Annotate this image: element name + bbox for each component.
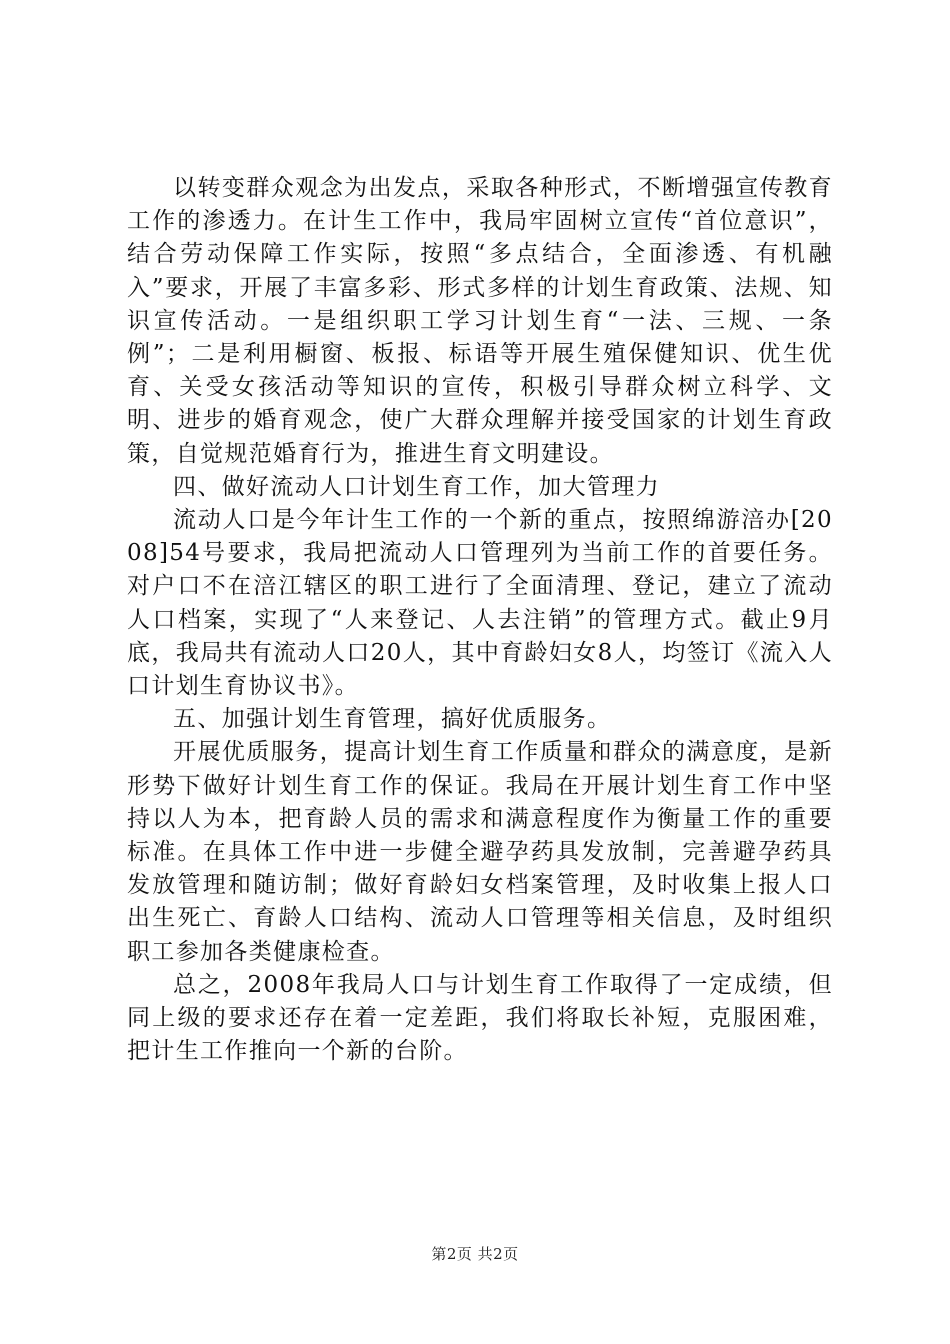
paragraph-floating-population: 流动人口是今年计生工作的一个新的重点，按照绵游涪办[2008]54号要求，我局把流动人口管理列为当前工作的首要任务。对户口不在涪江辖区的职工进行了全面清理、登记，建立了流动人口档案，实现了“人来登记、人去注销”的管理方式。截止9月底，我局共有流动人口20人，其中育龄妇女8人，均签订《流入人口计划生育协议书》。 bbox=[127, 507, 833, 700]
section-heading-4: 四、做好流动人口计划生育工作，加大管理力 bbox=[173, 473, 660, 500]
page-number-footer: 第2页 共2页 bbox=[431, 1245, 519, 1263]
paragraph-quality-service: 开展优质服务，提高计划生育工作质量和群众的满意度，是新形势下做好计划生育工作的保证。我局在开展计划生育工作中坚持以人为本，把育龄人员的需求和满意程度作为衡量工作的重要标准。在具体工作中进一步健全避孕药具发放制，完善避孕药具发放管理和随访制；做好育龄妇女档案管理，及时收集上报人口出生死亡、育龄人口结构、流动人口管理等相关信息，及时组织职工参加各类健康检查。 bbox=[127, 739, 833, 965]
paragraph-propaganda: 以转变群众观念为出发点，采取各种形式，不断增强宣传教育工作的渗透力。在计生工作中，我局牢固树立宣传“首位意识”，结合劳动保障工作实际，按照“多点结合，全面渗透、有机融入”要求，开展了丰富多彩、形式多样的计划生育政策、法规、知识宣传活动。一是组织职工学习计划生育“一法、三规、一条例”；二是利用橱窗、板报、标语等开展生殖保健知识、优生优育、关受女孩活动等知识的宣传，积极引导群众树立科学、文明、进步的婚育观念，使广大群众理解并接受国家的计划生育政策，自觉规范婚育行为，推进生育文明建设。 bbox=[127, 175, 833, 467]
paragraph-conclusion: 总之，2008年我局人口与计划生育工作取得了一定成绩，但同上级的要求还存在着一定差距，我们将取长补短，克服困难，把计生工作推向一个新的台阶。 bbox=[127, 971, 833, 1065]
section-heading-5: 五、加强计划生育管理，搞好优质服务。 bbox=[173, 706, 612, 733]
document-body bbox=[127, 172, 833, 1068]
